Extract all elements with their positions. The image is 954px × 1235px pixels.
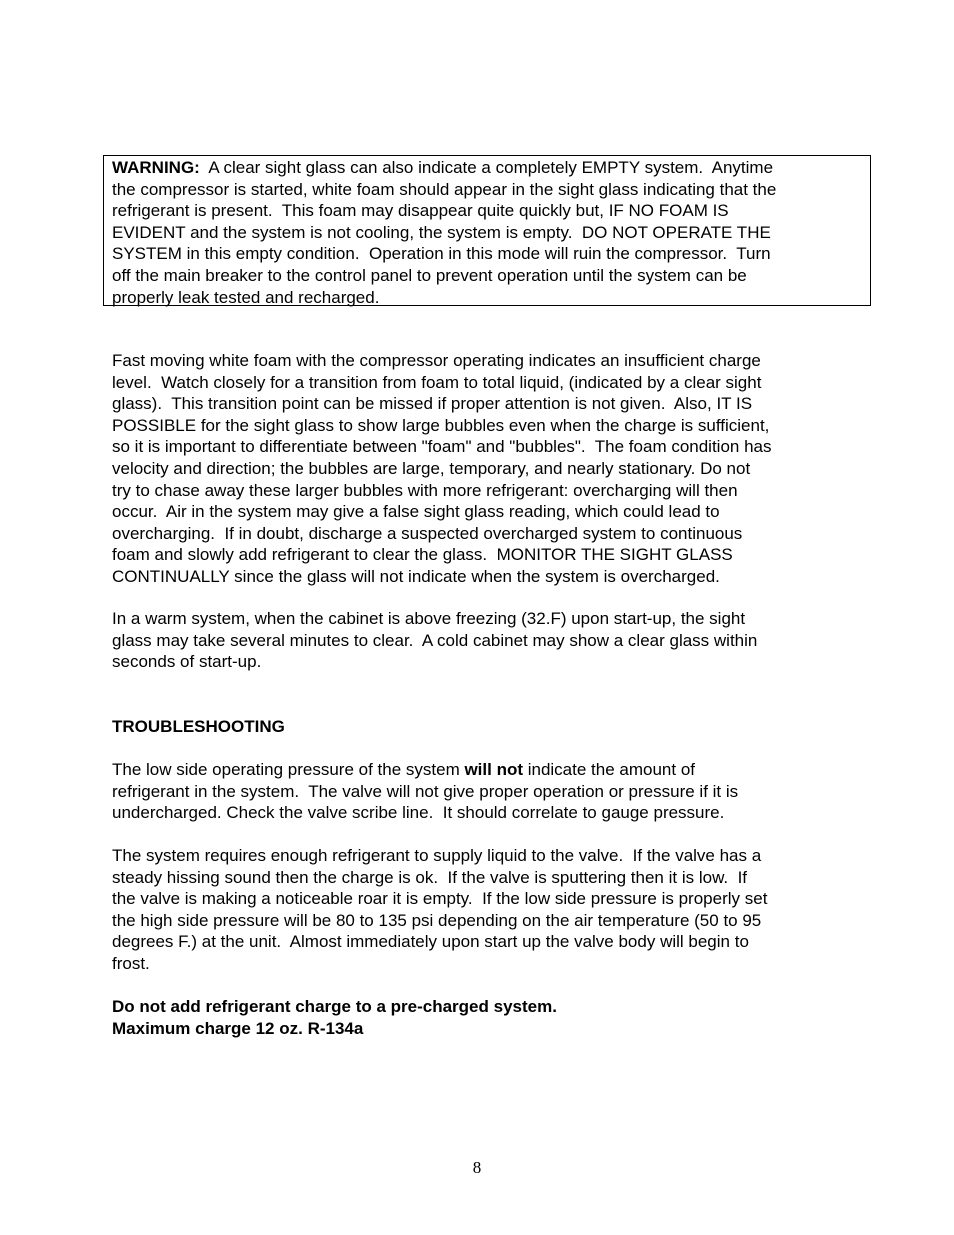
paragraph-line: foam and slowly add refrigerant to clear the glass. MONITOR THE SIGHT GLASS <box>112 545 733 565</box>
paragraph-line: frost. <box>112 953 150 973</box>
text-run: indicate the amount of <box>523 760 696 779</box>
paragraph-line: degrees F.) at the unit. Almost immediately upon start up the valve body will begin to <box>112 932 749 952</box>
paragraph-line <box>112 759 852 781</box>
refrigerant-paragraph <box>112 845 852 975</box>
paragraph-line: CONTINUALLY since the glass will not indicate when the system is overcharged. <box>112 566 720 586</box>
paragraph-line: POSSIBLE for the sight glass to show large bubbles even when the charge is sufficient, <box>112 415 770 435</box>
paragraph-line: velocity and direction; the bubbles are large, temporary, and nearly stationary. Do not <box>112 458 751 478</box>
warm-system-paragraph <box>112 608 852 673</box>
warning-line: refrigerant is present. This foam may disappear quite quickly but, IF NO FOAM IS <box>112 201 729 221</box>
warning-label: WARNING: <box>112 158 200 177</box>
paragraph-line: occur. Air in the system may give a false sight glass reading, which could lead to <box>112 502 720 522</box>
paragraph-line: level. Watch closely for a transition from foam to total liquid, (indicated by a clear sight <box>112 372 762 392</box>
section-heading: TROUBLESHOOTING <box>112 717 285 736</box>
paragraph-line: The system requires enough refrigerant to supply liquid to the valve. If the valve has a <box>112 846 762 865</box>
charge-note: Maximum charge 12 oz. R-134a <box>112 1018 364 1038</box>
paragraph-line: seconds of start-up. <box>112 652 262 672</box>
warning-line: off the main breaker to the control panel to prevent operation until the system can be <box>112 265 747 285</box>
warning-line-text: A clear sight glass can also indicate a completely EMPTY system. Anytime <box>199 158 774 177</box>
paragraph-line: overcharging. If in doubt, discharge a suspected overcharged system to continuous <box>112 523 743 543</box>
paragraph-line: so it is important to differentiate between "foam" and "bubbles". The foam condition has <box>112 437 772 457</box>
text-run: The low side operating pressure of the system <box>112 760 465 779</box>
paragraph-line: try to chase away these larger bubbles with more refrigerant: overcharging will then <box>112 480 738 500</box>
paragraph-line: glass may take several minutes to clear. A cold cabinet may show a clear glass within <box>112 630 758 650</box>
page-number: 8 <box>472 1158 482 1177</box>
warning-line: EVIDENT and the system is not cooling, the system is empty. DO NOT OPERATE THE <box>112 222 771 242</box>
paragraph-line: Fast moving white foam with the compressor operating indicates an insufficient charge <box>112 351 761 370</box>
paragraph-line: In a warm system, when the cabinet is above freezing (32.F) upon start-up, the sight <box>112 609 746 628</box>
emphasis-text: will not <box>464 760 523 779</box>
paragraph-line: glass). This transition point can be missed if proper attention is not given. Also, IT IS <box>112 394 753 414</box>
warning-line: the compressor is started, white foam should appear in the sight glass indicating that the <box>112 179 777 199</box>
troubleshooting-heading <box>112 716 852 738</box>
paragraph-line: undercharged. Check the valve scribe line. It should correlate to gauge pressure. <box>112 803 725 823</box>
charge-notes <box>112 996 852 1039</box>
paragraph-line: the valve is making a noticeable roar it is empty. If the low side pressure is properly set <box>112 889 768 909</box>
charge-note: Do not add refrigerant charge to a pre-charged system. <box>112 997 557 1016</box>
warning-line <box>112 157 862 179</box>
low-side-paragraph <box>112 759 852 824</box>
paragraph-line: the high side pressure will be 80 to 135 psi depending on the air temperature (50 to 95 <box>112 910 762 930</box>
paragraph-line: steady hissing sound then the charge is ok. If the valve is sputtering then it is low. If <box>112 867 748 887</box>
warning-line: SYSTEM in this empty condition. Operation in this mode will ruin the compressor. Turn <box>112 244 771 264</box>
paragraph-line: refrigerant in the system. The valve will not give proper operation or pressure if it is <box>112 781 739 801</box>
warning-box <box>103 155 871 306</box>
foam-paragraph <box>112 350 852 588</box>
warning-line: properly leak tested and recharged. <box>112 287 380 307</box>
